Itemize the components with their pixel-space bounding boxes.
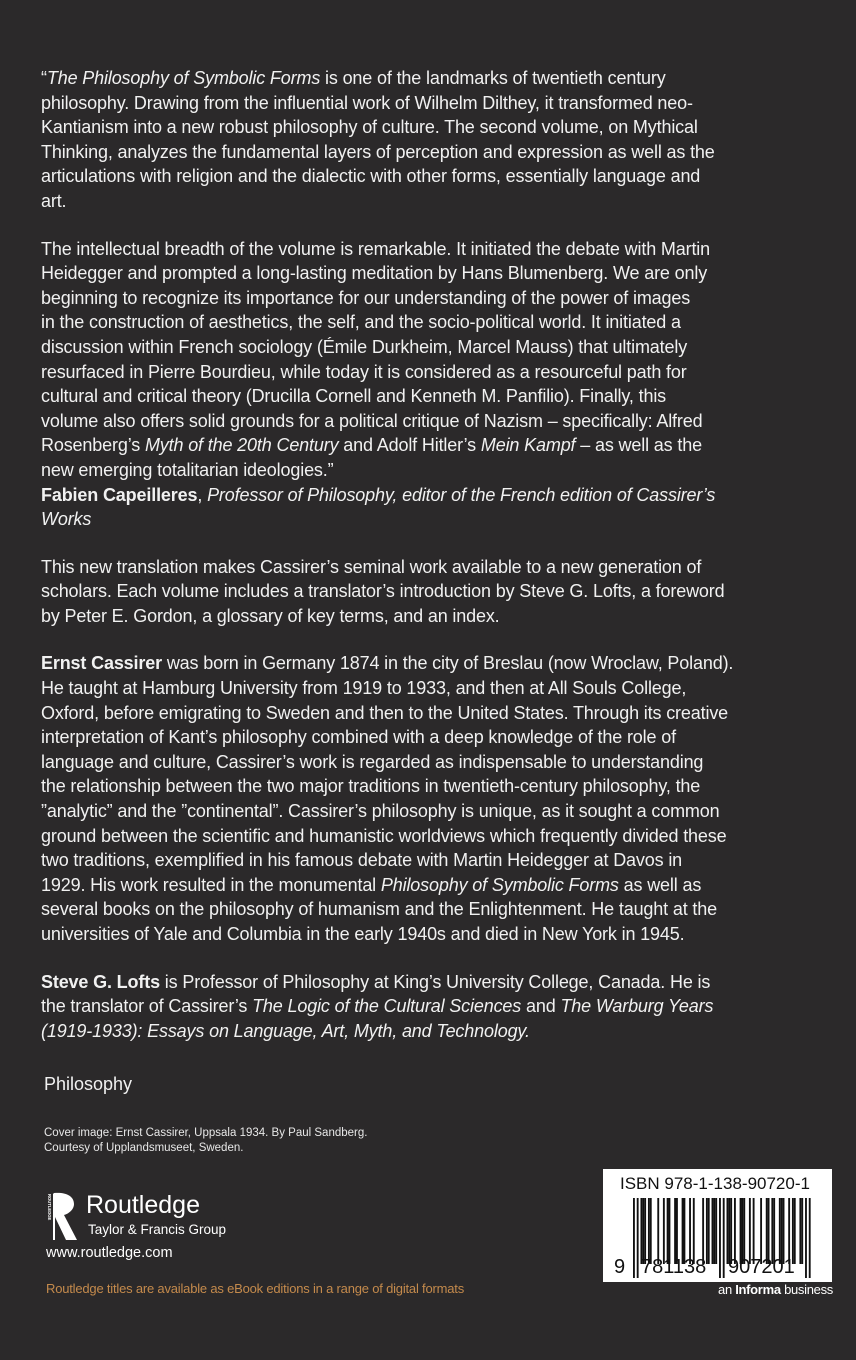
barcode-bar	[669, 1198, 671, 1264]
text-run: is one of the landmarks of twentieth century	[320, 68, 666, 88]
text-run: 1929. His work resulted in the monumental	[41, 874, 381, 895]
subject-category: Philosophy	[44, 1074, 133, 1094]
italic-title: Mein Kampf	[480, 435, 576, 456]
text-run: discussion within French sociology (Émile Durkheim, Marcel Mauss) that ultimately	[41, 336, 688, 357]
italic-title: Myth of the 20th Century	[144, 435, 339, 456]
text-line	[41, 66, 841, 91]
text-run: Oxford, before emigrating to Sweden and then to the United States. Through its creative	[41, 702, 729, 723]
barcode-bar	[702, 1198, 704, 1264]
text-line	[41, 897, 841, 922]
credit-line: Courtesy of Upplandsmuseet, Sweden.	[44, 1142, 244, 1154]
back-cover-blurb	[41, 66, 841, 1066]
barcode-bar	[715, 1198, 717, 1264]
text-line	[41, 774, 841, 799]
text-line	[41, 651, 841, 676]
barcode-bar	[682, 1198, 684, 1264]
ebook-note: Routledge titles are available as eBook editions in a range of digital formats	[46, 1281, 464, 1296]
text-line	[41, 91, 841, 116]
text-run: interpretation of Kant’s philosophy combined with a deep knowledge of the role of	[41, 727, 676, 748]
isbn-label: ISBN 978-1-138-90720-1	[620, 1174, 810, 1193]
barcode-bars	[603, 1169, 832, 1282]
text-run: new emerging totalitarian ideologies.”	[41, 459, 334, 480]
barcode-bar	[741, 1198, 743, 1264]
svg-text:ROUTLEDGE: ROUTLEDGE	[47, 1194, 52, 1221]
barcode-bar	[637, 1198, 639, 1278]
barcode-bar	[792, 1198, 794, 1264]
text-run: resurfaced in Pierre Bourdieu, while today it is considered as a resourceful path for	[41, 361, 687, 382]
barcode-bar	[663, 1198, 665, 1264]
barcode-bar	[805, 1198, 807, 1278]
text-run: beginning to recognize its importance for our understanding of the power of images	[41, 287, 691, 308]
barcode-bar	[683, 1198, 685, 1264]
barcode-bar	[809, 1198, 811, 1278]
barcode-bar	[650, 1198, 652, 1264]
barcode-bar	[734, 1198, 736, 1264]
paragraph	[41, 66, 841, 214]
text-run: Thinking, analyzes the fundamental layers of perception and expression as well as the	[41, 141, 715, 162]
text-run: in the construction of aesthetics, the self, and the socio-political world. It initiated a	[41, 312, 681, 333]
text-line	[41, 970, 841, 995]
text-run: the translator of Cassirer’s	[41, 996, 253, 1017]
text-run: articulations with religion and the dialectic with other forms, essentially language and	[41, 166, 701, 187]
barcode-bar	[644, 1198, 646, 1264]
text-run: two traditions, exemplified in his famous debate with Martin Heidegger at Davos in	[41, 850, 683, 871]
text-line	[41, 189, 841, 214]
credit-line: Cover image: Ernst Cassirer, Uppsala 1934. By Paul Sandberg.	[44, 1127, 368, 1139]
text-line	[41, 676, 841, 701]
barcode-bar	[657, 1198, 659, 1264]
text-run: is Professor of Philosophy at King’s University College, Canada. He is	[159, 971, 711, 992]
barcode-bar	[719, 1198, 721, 1278]
barcode-bar	[728, 1198, 730, 1264]
barcode-bar	[689, 1198, 691, 1264]
text-line	[41, 115, 841, 140]
bold-name: Ernst Cassirer	[41, 653, 162, 674]
text-line	[41, 994, 841, 1019]
text-run: ,	[197, 484, 208, 505]
barcode-bar	[749, 1198, 751, 1264]
text-run: as well as	[618, 874, 702, 895]
text-run: Rosenberg’s	[41, 435, 145, 456]
bold-name: Steve G. Lofts	[41, 971, 160, 992]
text-run: ground between the scientific and humanistic worldviews which frequently divided these	[41, 825, 727, 846]
barcode-bar	[706, 1198, 708, 1264]
barcode-bar	[753, 1198, 755, 1264]
text-run: volume also offers solid grounds for a political critique of Nazism – specifically: Alfred	[41, 410, 703, 431]
barcode-bar	[794, 1198, 796, 1264]
italic-title: Philosophy of Symbolic Forms	[380, 874, 619, 895]
text-line	[41, 286, 841, 311]
text-run: Heidegger and prompted a long-lasting meditation by Hans Blumenberg. We are only	[41, 263, 708, 284]
barcode-bar	[713, 1198, 715, 1264]
text-line	[41, 824, 841, 849]
text-run: art.	[41, 190, 67, 211]
barcode-bar	[799, 1198, 801, 1264]
text-line	[41, 848, 841, 873]
barcode-bar	[642, 1198, 644, 1264]
text-run: and	[521, 996, 561, 1017]
text-run: Kantianism into a new robust philosophy of culture. The second volume, on Mythical	[41, 117, 698, 138]
barcode-bar	[640, 1198, 642, 1264]
barcode-bar	[760, 1198, 762, 1264]
barcode-bar	[723, 1198, 725, 1278]
paragraph	[41, 555, 841, 629]
barcode-bar	[779, 1198, 781, 1264]
isbn-barcode	[603, 1169, 832, 1282]
text-line	[41, 799, 841, 824]
text-line	[41, 140, 841, 165]
text-line	[41, 237, 841, 262]
text-line	[41, 360, 841, 385]
text-line	[41, 507, 841, 532]
italic-title: Professor of Philosophy, editor of the French edition of Cassirer’s	[207, 484, 716, 505]
text-run: philosophy. Drawing from the influential work of Wilhelm Dilthey, it transformed neo-	[41, 92, 693, 113]
barcode-bar	[781, 1198, 783, 1264]
text-line	[41, 725, 841, 750]
barcode-digits: 9	[614, 1256, 626, 1278]
barcode-bar	[783, 1198, 785, 1264]
text-line	[41, 701, 841, 726]
italic-title: The Warburg Years	[560, 996, 714, 1017]
text-run: cultural and critical theory (Drucilla Cornell and Kenneth M. Panfilio). Finally, this	[41, 386, 667, 407]
text-run: scholars. Each volume includes a translator’s introduction by Steve G. Lofts, a foreword	[41, 581, 725, 602]
text-line	[41, 335, 841, 360]
paragraph	[41, 237, 841, 532]
barcode-bar	[768, 1198, 770, 1264]
text-run: several books on the philosophy of humanism and the Enlightenment. He taught at the	[41, 899, 717, 920]
text-line	[41, 409, 841, 434]
text-line	[41, 433, 841, 458]
text-run: This new translation makes Cassirer’s seminal work available to a new generation of	[41, 556, 702, 577]
barcode-bar	[676, 1198, 678, 1264]
barcode-bar	[730, 1198, 732, 1264]
text-run: and Adolf Hitler’s	[338, 435, 481, 456]
italic-title: (1919-1933): Essays on Language, Art, Myth, and Technology.	[41, 1020, 530, 1041]
cover-image-credit	[44, 1126, 367, 1156]
text-run: language and culture, Cassirer’s work is regarded as indispensable to understanding	[41, 751, 704, 772]
barcode-bar	[712, 1198, 714, 1264]
text-line	[41, 1019, 841, 1044]
text-run: was born in Germany 1874 in the city of Breslau (now Wroclaw, Poland).	[161, 653, 734, 674]
text-run: He taught at Hamburg University from 1919 to 1933, and then at All Souls College,	[41, 678, 687, 699]
barcode-bar	[788, 1198, 790, 1264]
text-line	[41, 579, 841, 604]
text-run: universities of Yale and Columbia in the early 1940s and died in New York in 1945.	[41, 924, 685, 944]
bold-name: Fabien Capeilleres	[41, 484, 198, 505]
text-line	[41, 261, 841, 286]
italic-title: Works	[41, 509, 92, 530]
barcode-bar	[743, 1198, 745, 1264]
italic-title: The Logic of the Cultural Sciences	[252, 996, 522, 1017]
italic-title: The Philosophy of Symbolic Forms	[46, 68, 321, 88]
text-line	[41, 750, 841, 775]
barcode-bar	[674, 1198, 676, 1264]
text-line	[41, 873, 841, 898]
text-line	[41, 310, 841, 335]
barcode-bar	[771, 1198, 773, 1264]
barcode-digits: 907201	[728, 1256, 795, 1278]
barcode-bar	[708, 1198, 710, 1264]
publisher-name: Routledge	[86, 1191, 200, 1219]
barcode-bar	[667, 1198, 669, 1264]
text-line	[41, 164, 841, 189]
text-run: the relationship between the two major traditions in twentieth-century philosophy, the	[41, 776, 701, 797]
barcode-bar	[648, 1198, 650, 1264]
publisher-group: Taylor & Francis Group	[88, 1222, 227, 1237]
text-run: ”analytic” and the ”continental”. Cassirer’s philosophy is unique, as it sought a common	[41, 801, 720, 822]
text-run: by Peter E. Gordon, a glossary of key terms, and an index.	[41, 605, 500, 626]
text-line	[41, 555, 841, 580]
barcode-bar	[773, 1198, 775, 1264]
barcode-bar	[766, 1198, 768, 1264]
barcode-bar	[693, 1198, 695, 1264]
text-line	[41, 604, 841, 629]
barcode-bar	[727, 1198, 729, 1264]
text-run: – as well as the	[575, 435, 702, 456]
barcode-bar	[633, 1198, 635, 1278]
text-line	[41, 483, 841, 508]
paragraph	[41, 970, 841, 1044]
barcode-bar	[740, 1198, 742, 1264]
text-run: The intellectual breadth of the volume is remarkable. It initiated the debate with Martin	[41, 238, 711, 259]
publisher-url: www.routledge.com	[46, 1245, 173, 1261]
text-run: “	[41, 68, 47, 88]
informa-business-tagline: an Informa business	[718, 1282, 833, 1297]
text-line	[41, 458, 841, 483]
text-line	[41, 384, 841, 409]
text-line	[41, 922, 841, 947]
barcode-digits: 781138	[641, 1256, 707, 1278]
barcode-bar	[801, 1198, 803, 1264]
paragraph	[41, 651, 841, 946]
